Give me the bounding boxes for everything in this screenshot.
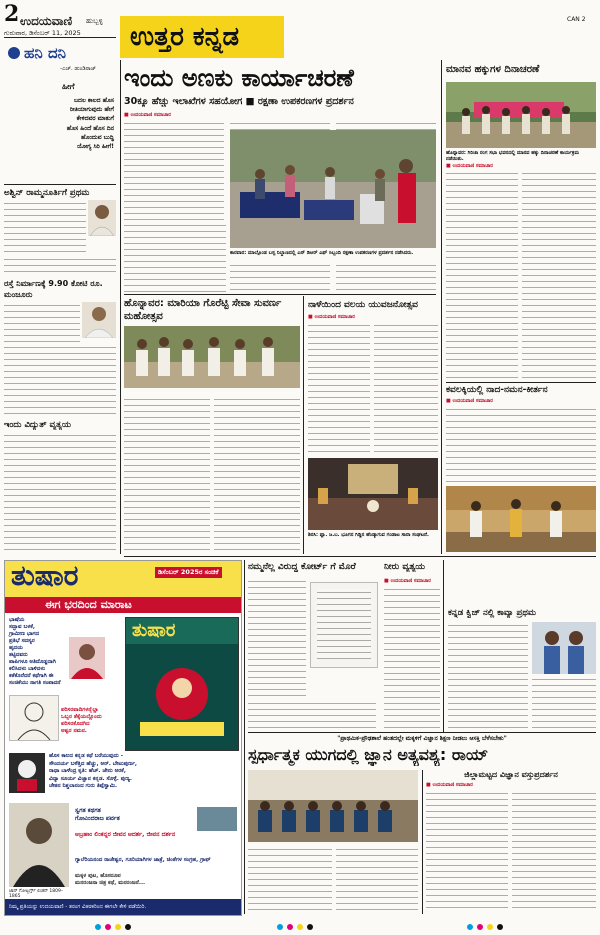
column-divider <box>443 560 444 732</box>
advert-tagline: ಈಗ ಭರದಿಂದ ಮಾರಾಟ <box>45 598 132 611</box>
advert-cover-title: ತುಷಾರ <box>132 620 176 641</box>
lead-photo-scene <box>230 130 436 248</box>
story-text <box>308 322 370 456</box>
column-divider <box>120 60 121 554</box>
advert-line: ಪಾಪಿಗಳೂ ಅತಿದೊಡ್ಡದಾಗಿ <box>9 659 56 665</box>
advert-cover <box>125 617 239 751</box>
story-photo-caption: ಹೊನ್ನಾವರ: ಗಿರಿಜಾ ರಂಗ ಸಭಾ ಭವನದಲ್ಲಿ ಮಾನವ ಹಕ್ಕು ದಿನಾಚರಣೆ ಕಾರ್ಯಕ್ರಮ ನಡೆಯಿತು. <box>446 150 580 162</box>
advert-block: ಅಬ್ರಹಾಂ ಲಿಂಕನ್ನರ ಜೀವನ ಆದರ್ಶ, ಜೀವನ ದರ್ಶನ <box>75 831 176 838</box>
student-photo <box>532 622 596 674</box>
advert-illustration <box>9 753 45 793</box>
divider <box>248 732 596 733</box>
poem-line: ಬದಲ ಕಾಲದ ಹೊಸ <box>74 97 114 104</box>
story-text <box>248 578 306 698</box>
advert-line: ಸೌಂದರ್ಯ ಬಳೆತ್ತಿದ ಹೆಚ್ಚು, ಅರ್. ಬೇಟುಪುರ್ಣ, <box>49 760 138 767</box>
advert-brand: ತುಷಾರ <box>11 560 79 592</box>
document-text <box>317 589 371 659</box>
lead-text <box>336 262 436 292</box>
story-text <box>4 302 80 342</box>
students-figure <box>532 622 596 674</box>
advert-line: ಸಂಚಿಕೆಯು ನಾಗತಿ ಸಂಪಾದನೆ <box>9 680 61 686</box>
story-text <box>4 432 116 552</box>
event-photo-scene <box>446 82 596 148</box>
lower-headline: ಸ್ಪರ್ಧಾತ್ಮಕ ಯುಗದಲ್ಲಿ ಜ್ಞಾನ ಅತ್ಯವಶ್ಯ: ರಾಯ್ <box>248 745 489 764</box>
tushara-advert <box>4 560 242 916</box>
honidani-title: ಹನಿ ದನಿ <box>24 44 66 62</box>
advert-block <box>49 753 237 791</box>
divider <box>4 184 116 185</box>
divider <box>446 382 596 383</box>
advert-block <box>61 707 125 735</box>
story-title: ಮಾನವ ಹಕ್ಕುಗಳ ದಿನಾಚರಣೆ <box>446 64 540 75</box>
divider <box>124 556 596 557</box>
portrait-photo <box>88 200 116 236</box>
poem-title: ಹೀಗೆ <box>62 82 75 91</box>
advert-line: ಭಾಷೆಯ <box>9 617 25 623</box>
stage-photo-scene <box>308 458 438 530</box>
advert-block: ಗ್ಯಾಲೆರಿಯನಂದ ರಾಜೇಶ್ವರ, ಗೂರಿಯಾಗಿಗಳ ಜಾತ್ರೆ, ಚಿಂತೆಗಳ ಸಂಗ್ರಹ, ಗ್ರಾಫ್ <box>75 857 211 863</box>
advert-line: ಪರಿಸರಕೊದಗಿದ <box>61 721 90 727</box>
story-text <box>336 846 418 912</box>
story-byline: ■ ಉದಯವಾಣಿ ಸಮಾಚಾರ <box>426 782 473 788</box>
advert-line: ಒಬ್ಬರ ತೆಕ್ಕೆಯಲ್ಲೊಂದು <box>61 714 102 720</box>
story-byline: ■ ಉದಯವಾಣಿ ಸಮಾಚಾರ <box>446 398 493 404</box>
dateline: ಗುರುವಾರ, ಡಿಸೆಂಬರ್ 11, 2025 <box>4 29 81 37</box>
advert-issue: ಡಿಸೆಂಬರ್ 2025ರ ಸಂಚಿಕೆ <box>155 567 222 578</box>
column-divider <box>422 770 423 914</box>
advert-line: ಕತೆಕೊರೆದರೆ ಕಥೆಗಾಗಿ ಈ <box>9 673 54 679</box>
lead-text-col1 <box>124 120 224 220</box>
lead-subhead: 30ಕ್ಕೂ ಹೆಚ್ಚು ಇಲಾಖೆಗಳ ಸಹಯೋಗ ■ ರಕ್ಷಣಾ ಉಪಕರಣಗಳ ಪ್ರದರ್ಶನ <box>124 96 354 107</box>
registration-dots <box>90 923 510 931</box>
story-text <box>426 790 508 912</box>
masthead-divider <box>4 37 116 38</box>
advert-footer-bar <box>5 899 241 915</box>
advert-line: ಅಶ್ವರ ನಮನ. <box>61 728 87 734</box>
story-photo <box>446 486 596 552</box>
story-text <box>446 170 518 380</box>
poem-line: ಹೊಸ ಹಿಂದೆ ಹೊಸ ದಿನ <box>66 124 114 132</box>
divider <box>124 294 436 295</box>
advert-line: ಕಲಿಸಿದಳು ಬಾಳಿದಳು <box>9 666 46 672</box>
portrait-figure <box>88 200 116 236</box>
advert-line: ಗೋವಿಂದರಾಜ ಪರ್ವತ <box>75 815 120 822</box>
poem-body <box>28 96 114 151</box>
advert-line: ವಿದ್ಯಾ ಸೂರ್ಯ ವಿಜ್ಞಾನ ಕನ್ನಡ. ಸೊಳ್ಳೆ. ಪುಣ್ಯ. <box>49 775 132 782</box>
print-registration-marks <box>90 916 510 924</box>
felicitation-photo-scene <box>446 486 596 552</box>
story-title: ಕವಲಕ್ಕಿಯಲ್ಲಿ ನಾದ-ನಮನ-ಕೀರ್ತನ <box>446 385 548 395</box>
advert-footer: ನಿಮ್ಮ ಪ್ರತಿಯನ್ನು ಉದಯವಾಣಿ - ತರಂಗ ವಿತರಕರಿಂದ ಈಗಲೇ ಕೇಳಿ ಪಡೆಯಿರಿ. <box>9 904 147 910</box>
story-byline: ■ ಉದಯವಾಣಿ ಸಮಾಚಾರ <box>308 314 355 320</box>
story-text <box>4 200 86 254</box>
lead-photo <box>230 130 436 248</box>
story-photo <box>248 770 418 842</box>
story-title: ನೀರು ವ್ಯತ್ಯಯ <box>384 562 426 572</box>
advert-portrait-caption: ಜಾನ್ ಗೋಟ್ಬರ್ಗ್ಗ್ ಲಿಂಕನ್ 1809–1865 <box>9 889 64 899</box>
story-text <box>522 170 596 380</box>
story-photo <box>446 82 596 148</box>
lead-photo-caption: ಕಾರವಾರ: ಮಾಲ್ಗೊಂಡ ಬಸ್ಸ ನಿಲ್ದಾಣದಲ್ಲಿ ಎನ್ ಡಿಆರ್ ಎಫ್ ಸಿಬ್ಬಂದಿ ರಕ್ಷಣಾ ಉಪಕರಣಗಳ ಪ್ರದರ್ಶನ ನಡೆಸಿದರು. <box>230 250 414 256</box>
lead-headline: ಇಂದು ಅಣಕು ಕಾರ್ಯಾಚರಣೆ <box>124 64 354 92</box>
illustration-figure <box>9 753 45 793</box>
poem-line: ಹೊಂದುವ ಬುದ್ಧಿ <box>81 133 114 141</box>
story-text <box>532 676 596 728</box>
advert-sketch <box>9 695 59 741</box>
column-divider <box>441 60 442 554</box>
lead-byline: ■ ಉದಯವಾಣಿ ಸಮಾಚಾರ <box>124 112 171 118</box>
story-title: ಕನ್ನಡ ಕ್ವಿಜ್ ನಲ್ಲಿ ಕಾವ್ಯಾ ಪ್ರಥಮ <box>448 608 536 618</box>
auditorium-scene <box>248 770 418 842</box>
advert-cover-art <box>126 644 238 750</box>
honidani-author: -ಎಚ್. ಡುಂಡಿರಾಜ್ <box>60 66 97 72</box>
story-title: ಇಂದು ವಿದ್ಯುತ್ ವ್ಯತ್ಯಯ <box>4 420 71 430</box>
story-text <box>374 322 438 456</box>
story-photo <box>308 458 438 530</box>
story-text <box>124 396 210 552</box>
section-title-banner <box>120 16 284 58</box>
advert-line: ಸ್ವಗತ ಕಥಗತ <box>75 807 101 814</box>
advert-block <box>75 807 195 823</box>
honidani-box <box>4 42 116 192</box>
advert-line: ಪರಿಸರವಾದಿಗಳನ್ನೆಲ್ಲಾ <box>61 707 99 713</box>
story-text <box>446 406 596 484</box>
page-number: 2 <box>4 1 20 27</box>
advert-line: ತಟ್ಟಿದವರು <box>9 652 28 658</box>
story-byline: ■ ಉದಯವಾಣಿ ಸಮಾಚಾರ <box>446 163 493 169</box>
story-title: ನಾಳೆಯಿಂದ ವಲಯ ಯುವಜನೋತ್ಸವ <box>308 300 418 310</box>
advert-header <box>5 561 241 597</box>
advert-line: ಚೇತನ ನಿಶ್ಚಲಾನಂದ ಗುರು ತಿಪ್ಪೆಸ್ವಾಮಿ. <box>49 783 118 789</box>
story-text <box>214 396 300 552</box>
group-photo-scene <box>124 326 300 388</box>
advert-line: ಮಕ್ಕಳ ಪುಟ, ಹೊಸರೂಪ <box>75 873 121 879</box>
story-photo-caption: ಶಿರಸಿ: ಪ್ಲಾ. ಜ.ಬ. ಭೂಗನ ಗಿಡ್ಡಿನ ಹೆಂಡ್ಕಾಗುವ ಗಂಡಾಟ ಸಾರಾ ಸಂಘಟನೆ. <box>308 532 429 538</box>
column-divider <box>303 296 304 554</box>
portrait-figure <box>69 637 105 679</box>
document-image <box>310 582 378 668</box>
poem-line: ರೀತಿಯಾಗುವುದು ಹೇಗೆ <box>69 106 114 114</box>
story-text <box>384 586 440 728</box>
advert-line: ಗ್ರಾಮೀಣ ಭಾಗದ <box>9 631 40 637</box>
sketch-figure <box>10 696 58 740</box>
story-text <box>248 846 332 912</box>
story-title: ಹೊನ್ನಾವರ: ಮಾರಿಯಾ ಗೊರೆಟ್ಟಿ ಸೇವಾ ಸುವರ್ಣ ಮಹೋತ್ಸವ <box>124 298 282 322</box>
story-byline: ■ ಉದಯವಾಣಿ ಸಮಾಚಾರ <box>384 578 431 584</box>
story-text <box>4 256 116 274</box>
advert-line: ಪ್ರತಿಭೆ ಸದಸ್ಯರ <box>9 638 35 644</box>
section-title: ಉತ್ತರ ಕನ್ನಡ <box>130 22 240 52</box>
lead-text <box>124 222 226 292</box>
story-text <box>4 344 116 416</box>
poem-line: ಕೇಳಿದವರ ಮಾತುಗೆ <box>76 115 114 123</box>
portrait-figure <box>82 302 116 338</box>
portrait-photo <box>82 302 116 338</box>
advert-line: ಸದ್ಭಾವ ಬಳಕೆ, <box>9 624 35 630</box>
story-title: ಜಿಲ್ಲಾಮಟ್ಟದ ವಿಜ್ಞಾನ ವಸ್ತುಪ್ರದರ್ಶನ <box>464 770 558 779</box>
story-title: ಅಶ್ವಿನ್ ರಾಮ್ಮನೂರ್ತಿಗೆ ಪ್ರಥಮ <box>4 188 90 198</box>
story-title: ರಸ್ತೆ ನಿರ್ಮಾಣಕ್ಕೆ 9.90 ಕೋಟಿ ರೂ. ಮಂಜೂರು <box>4 279 103 299</box>
advert-tagline-bar <box>5 597 241 613</box>
lead-text <box>230 262 330 292</box>
advert-line: ರಾಧಾ ಬಾಳೆಂದ್ರ ಕೃತಿ: ಹೆಚ್. ಜೇನು ಅರಕೆ, <box>49 768 126 774</box>
advert-portrait <box>69 637 105 679</box>
story-text <box>448 622 528 728</box>
advert-block <box>75 873 237 887</box>
corner-label: CAN 2 <box>567 16 586 23</box>
advert-lincoln-portrait <box>9 803 69 887</box>
story-text <box>512 790 596 912</box>
edition-label: ಹುಬ್ಬಳ್ಳಿ <box>86 17 103 25</box>
honidani-icon <box>8 47 20 59</box>
poem-line: ಯೋಗ್ಯ ಸಿರಿ ಹೀಗೆ! <box>76 143 114 151</box>
advert-small-photo <box>197 807 237 831</box>
advert-line: ಮನರಂಜನಾ ಚಿತ್ರ ಕಥೆ, ಮನರಂಜನೆ... <box>75 880 146 886</box>
paper-name: ಉದಯವಾಣಿ <box>20 14 73 28</box>
portrait-figure <box>9 803 69 887</box>
story-photo <box>124 326 300 388</box>
advert-line: ಹೊಸ ಕಾಲದ ಕನ್ನಡ ಕಥೆ ಬರೆಯುವುದು - <box>49 753 123 759</box>
advert-line: ಹೃದಯ <box>9 645 23 651</box>
story-title: ನಮ್ಮನೆಲ್ಲ ವಿರುದ್ಧ ಕೋರ್ಟ್ ಗೆ ಮೊರೆ <box>248 562 356 572</box>
story-text <box>248 700 376 728</box>
column-divider <box>244 560 245 914</box>
lower-kicker: "ಪ್ರಾಥಮಿಕ-ಪ್ರೌಢಶಾಲೆ ಹಂತದಲ್ಲೇ ಮಕ್ಕಳಿಗೆ ವಿಜ್ಞಾನ ಶಿಕ್ಷಣ ನೀಡಲು ಆಸಕ್ತಿ ಬೆಳೆಸಬೇಕು" <box>337 735 507 742</box>
